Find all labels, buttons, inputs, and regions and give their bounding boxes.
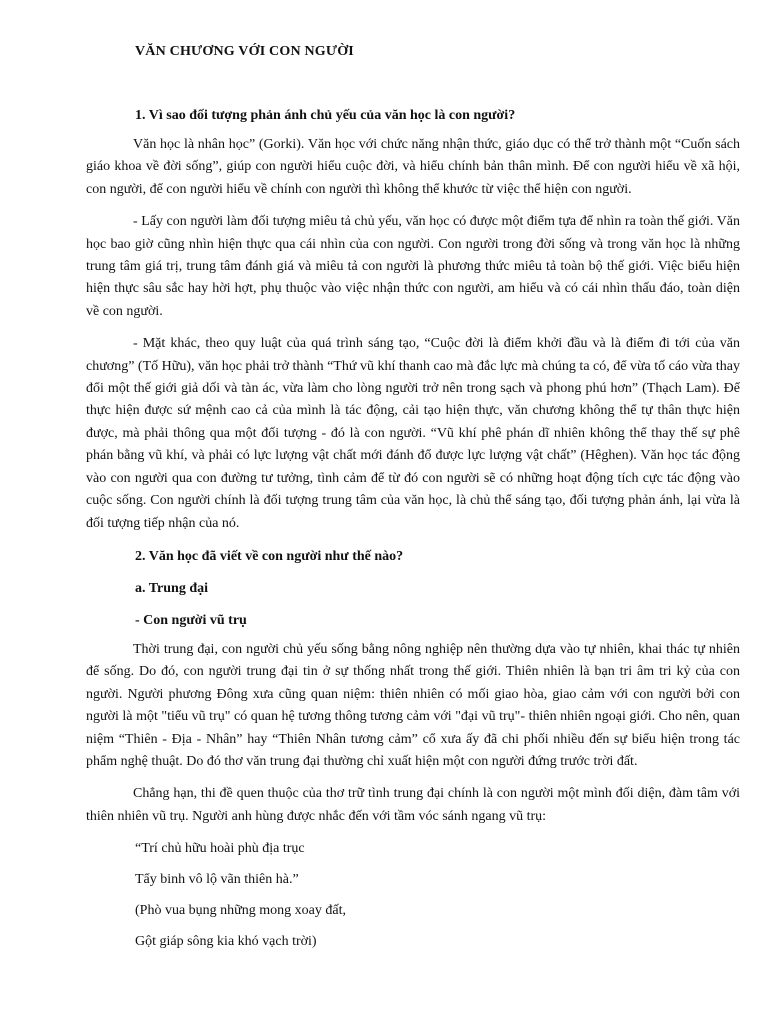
paragraph: Thời trung đại, con người chủ yếu sống bằng nông nghiệp nên thường dựa vào tự nhiên, khai thác tự nhiên để sống. Do đó, con người trung đại tin ở sự thống nhất trong thế giới. Thiên nhiên là bạn tri âm tri kỷ của con người. Người phương Đông xưa cũng quan niệm: thiên nhiên có mối giao hòa, giao cảm với con người bởi con người là một "tiểu vũ trụ" có quan hệ tương thông tương cảm với "đại vũ trụ"- thiên nhiên ngoại giới. Cho nên, quan niệm “Thiên - Địa - Nhân” hay “Thiên Nhân tương cảm” cổ xưa ấy đã chi phối nhiều đến sự biểu hiện trong tác phẩm nghệ thuật. Do đó thơ văn trung đại thường chỉ xuất hiện một con người đứng trước trời đất. xyxy=(86,641,740,769)
paragraph: Chẳng hạn, thi đề quen thuộc của thơ trữ tình trung đại chính là con người một mình đối diện, đàm tâm với thiên nhiên vũ trụ. Người anh hùng được nhắc đến với tầm vóc sánh ngang vũ trụ: xyxy=(86,786,740,824)
document-title: VĂN CHƯƠNG VỚI CON NGƯỜI xyxy=(135,44,354,59)
verse-line: Gột giáp sông kia khó vạch trời) xyxy=(135,934,317,950)
paragraph: Văn học là nhân học” (Gorki). Văn học với chức năng nhận thức, giáo dục có thể trở thành một “Cuốn sách giáo khoa về đời sống”, giúp con người hiểu cuộc đời, và hiểu chính bản thân mình. Để con người hiểu về xã hội, con người, để con người hiểu về chính con người thì không thể khước từ việc thể hiện con người. xyxy=(86,137,740,197)
verse-line: (Phò vua bụng những mong xoay đất, xyxy=(135,903,346,919)
paragraph: - Mặt khác, theo quy luật của quá trình sáng tạo, “Cuộc đời là điểm khởi đầu và là điểm đi tới của văn chương” (Tố Hữu), văn học phải trở thành “Thứ vũ khí thanh cao mà đắc lực mà chúng ta có, để vừa tố cáo vừa thay đổi một thế giới giả dối và tàn ác, vừa làm cho lòng người trở nên trong sạch và phong phú hơn” (Thạch Lam). Để thực hiện được sứ mệnh cao cả của mình là tác động, cải tạo hiện thực, văn chương không thể tự thân thực hiện được, mà phải thông qua một đối tượng - đó là con người. “Vũ khí phê phán dĩ nhiên không thể thay thế sự phê phán bằng vũ khí, và phải có lực lượng vật chất mới đánh đổ được lực lượng vật chất” (Hêghen). Văn học tác động vào con người qua con đường tư tưởng, tình cảm để từ đó con người sẽ có những hoạt động tích cực tác động vào cuộc sống. Con người chính là đối tượng trung tâm của văn học, là chủ thể sáng tạo, đối tượng phản ánh, lại vừa là đối tượng tiếp nhận của nó. xyxy=(86,336,740,531)
section-2-heading: 2. Văn học đã viết về con người như thế nào? xyxy=(135,548,404,564)
subsection-item-heading: - Con người vũ trụ xyxy=(135,612,247,628)
paragraph: - Lấy con người làm đối tượng miêu tả chủ yếu, văn học có được một điểm tựa để nhìn ra toàn thế giới. Văn học bao giờ cũng nhìn hiện thực qua cái nhìn của con người. Con người trong đời sống và trong văn học là những trung tâm giá trị, trung tâm đánh giá và miêu tả con người là phương thức miêu tả toàn bộ thế giới. Việc biểu hiện hiện thực sâu sắc hay hời hợt, phụ thuộc vào việc nhận thức con người, am hiểu và có cái nhìn thấu đáo, toàn diện về con người. xyxy=(86,214,740,319)
section-1-heading: 1. Vì sao đối tượng phản ánh chủ yếu của văn học là con người? xyxy=(135,108,516,123)
verse-line: Tẩy binh vô lộ vãn thiên hà.” xyxy=(135,872,299,888)
verse-line: “Trí chủ hữu hoài phù địa trục xyxy=(135,841,305,857)
subsection-heading: a. Trung đại xyxy=(135,580,209,596)
